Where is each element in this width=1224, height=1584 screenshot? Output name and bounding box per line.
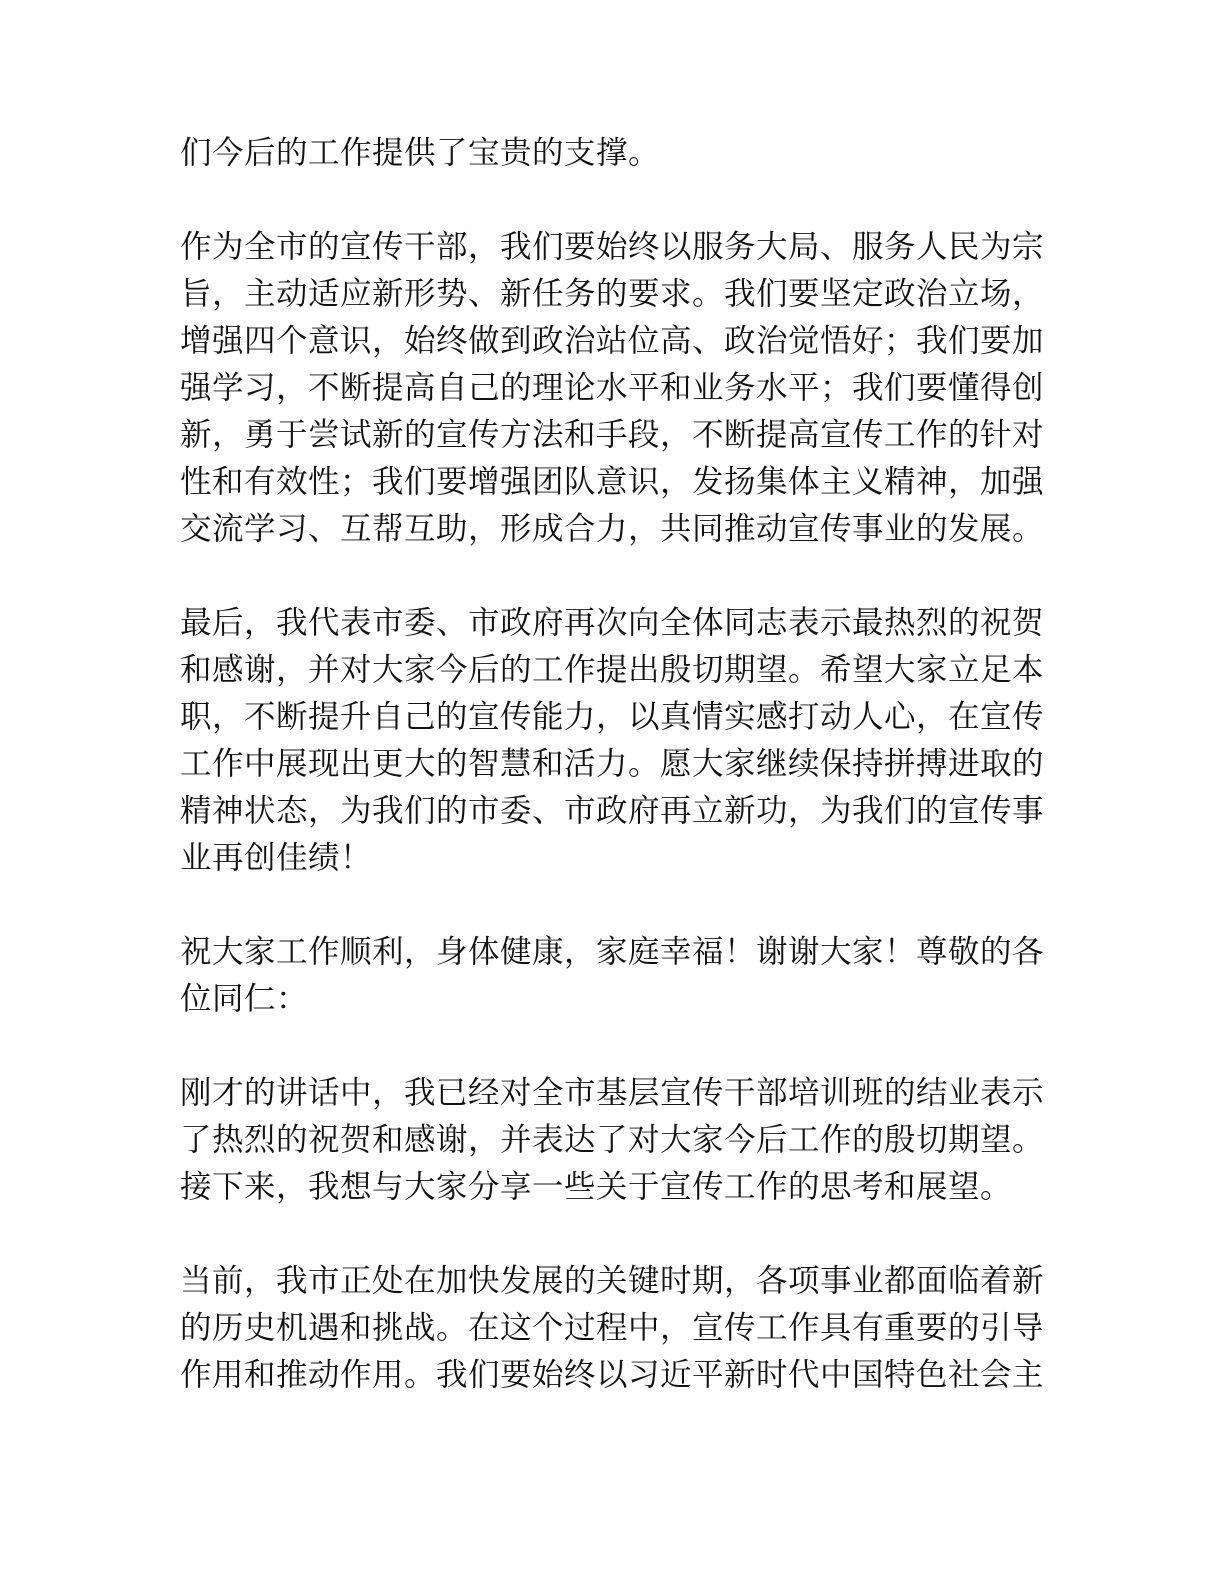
text-line: 交流学习、互帮互助，形成合力，共同推动宣传事业的发展。 bbox=[180, 511, 1045, 547]
text-line: 性和有效性；我们要增强团队意识，发扬集体主义精神，加强 bbox=[180, 464, 1045, 500]
text-line: 位同仁： bbox=[180, 981, 309, 1017]
text-line: 强学习，不断提高自己的理论水平和业务水平；我们要懂得创 bbox=[180, 370, 1045, 406]
text-line: 职，不断提升自己的宣传能力，以真情实感打动人心，在宣传 bbox=[180, 699, 1045, 735]
text-line: 的历史机遇和挑战。在这个过程中，宣传工作具有重要的引导 bbox=[180, 1310, 1045, 1346]
text-line: 和感谢，并对大家今后的工作提出殷切期望。希望大家立足本 bbox=[180, 652, 1045, 688]
text-line: 了热烈的祝贺和感谢，并表达了对大家今后工作的殷切期望。 bbox=[180, 1122, 1045, 1158]
paragraph-1 bbox=[180, 130, 1040, 177]
paragraph-3 bbox=[180, 600, 1045, 882]
text-line: 祝大家工作顺利，身体健康，家庭幸福！谢谢大家！尊敬的各 bbox=[180, 934, 1045, 970]
paragraph-4 bbox=[180, 929, 1045, 1023]
text-line: 作用和推动作用。我们要始终以习近平新时代中国特色社会主 bbox=[180, 1357, 1045, 1393]
paragraph-5 bbox=[180, 1070, 1045, 1211]
text-line: 当前，我市正处在加快发展的关键时期，各项事业都面临着新 bbox=[180, 1263, 1045, 1299]
text-line: 接下来，我想与大家分享一些关于宣传工作的思考和展望。 bbox=[180, 1169, 1013, 1205]
text-line: 最后，我代表市委、市政府再次向全体同志表示最热烈的祝贺 bbox=[180, 605, 1045, 641]
text-line: 作为全市的宣传干部，我们要始终以服务大局、服务人民为宗 bbox=[180, 229, 1045, 265]
text-line: 旨，主动适应新形势、新任务的要求。我们要坚定政治立场， bbox=[180, 276, 1045, 312]
text-line: 们今后的工作提供了宝贵的支撑。 bbox=[180, 135, 661, 171]
text-line: 刚才的讲话中，我已经对全市基层宣传干部培训班的结业表示 bbox=[180, 1075, 1045, 1111]
text-line: 新，勇于尝试新的宣传方法和手段，不断提高宣传工作的针对 bbox=[180, 417, 1045, 453]
text-line: 业再创佳绩！ bbox=[180, 840, 373, 876]
paragraph-6 bbox=[180, 1258, 1045, 1399]
text-line: 工作中展现出更大的智慧和活力。愿大家继续保持拼搏进取的 bbox=[180, 746, 1045, 782]
document-body bbox=[180, 130, 1045, 1446]
paragraph-2 bbox=[180, 224, 1045, 553]
text-line: 增强四个意识，始终做到政治站位高、政治觉悟好；我们要加 bbox=[180, 323, 1045, 359]
text-line: 精神状态，为我们的市委、市政府再立新功，为我们的宣传事 bbox=[180, 793, 1045, 829]
